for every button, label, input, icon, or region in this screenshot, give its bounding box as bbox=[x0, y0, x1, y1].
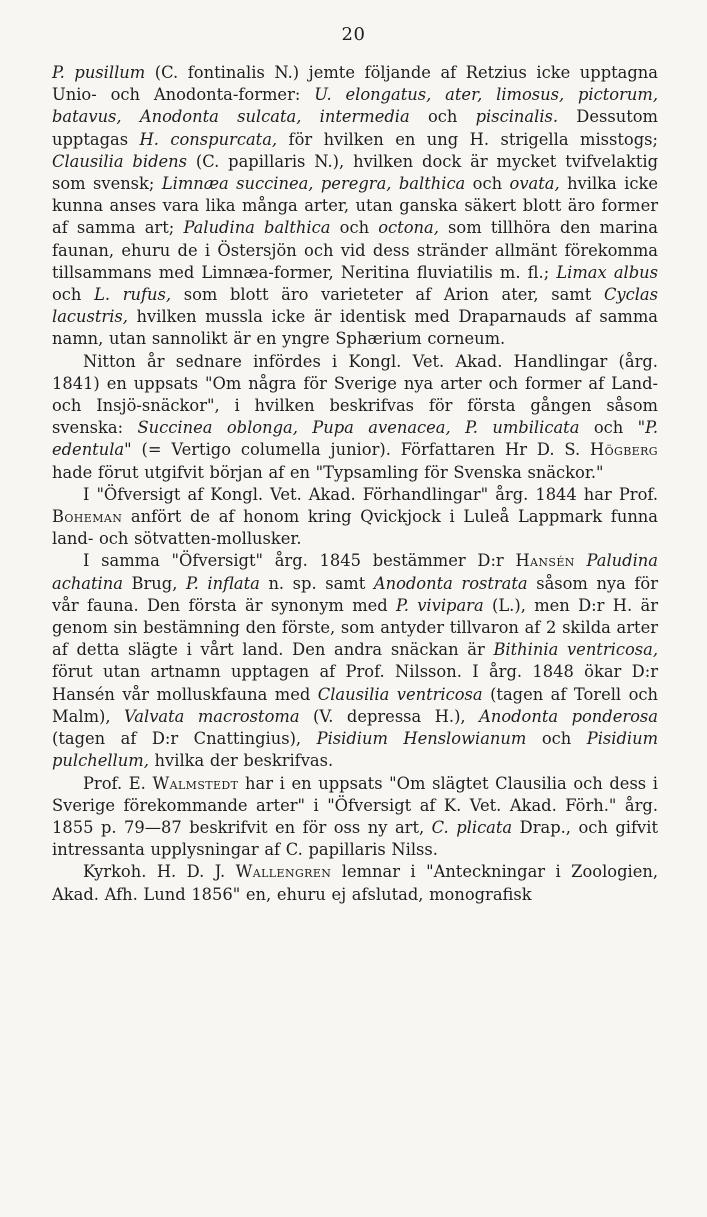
text-run: och bbox=[330, 218, 379, 238]
text-run: Brug, bbox=[122, 573, 186, 593]
text-run: anfört de af honom kring Qvickjock i Luleå Lappmark funna land- och sötvatten-mollusker. bbox=[52, 507, 658, 549]
taxon-name: Clausilia bidens bbox=[52, 151, 187, 171]
text-run: hvilken mussla icke är identisk med Draparnauds af samma namn, utan sannolikt är en yngre Sphærium corneum. bbox=[52, 307, 658, 349]
text-run: hvilka der beskrifvas. bbox=[148, 751, 334, 771]
text-run: Prof. E. bbox=[82, 773, 153, 793]
text-run: (V. depressa H.), bbox=[299, 706, 480, 726]
author-name: Högberg bbox=[590, 440, 658, 460]
taxon-name: P. inflata bbox=[185, 573, 260, 593]
text-run: (tagen af Torell och Malm), bbox=[52, 684, 659, 726]
taxon-name: Limax albus bbox=[556, 262, 659, 282]
text-run: och bbox=[409, 107, 476, 127]
taxon-name: Anodonta rostrata bbox=[373, 573, 528, 593]
taxon-name: Succinea oblonga, Pupa avenacea, P. umbilicata bbox=[137, 418, 580, 438]
taxon-name: Anodonta ponderosa bbox=[479, 706, 658, 726]
paragraph bbox=[52, 861, 658, 905]
paragraph bbox=[52, 62, 658, 351]
text-run: (C. papillaris N.), hvilken dock är mycket tvifvelaktig som svensk; bbox=[52, 151, 658, 194]
paragraph bbox=[52, 484, 658, 551]
text-run: I samma "Öfversigt" årg. 1845 bestämmer D:r bbox=[82, 551, 516, 571]
paragraph bbox=[52, 550, 658, 772]
taxon-name: octona, bbox=[378, 218, 439, 238]
text-run: har i en uppsats "Om slägtet Clausilia och dess i Sverige förekommande arter" i "Öfversigt af K. Vet. Akad. Förh." årg. 1855 p. 79—87 beskrifvit en för oss ny art, bbox=[52, 773, 658, 837]
text-run: (L.), men D:r H. är genom sin bestämning den förste, som antyder tillvaron af 2 skilda arter af detta slägte i vårt land. Den andra snäckan är bbox=[52, 595, 658, 660]
text-run: (C. fontinalis N.) jemte följande af Retzius icke upptagna Unio- och Anodonta-former: bbox=[52, 63, 658, 105]
taxon-name: Limnæa succinea, peregra, balthica bbox=[161, 174, 466, 194]
text-run: som blott äro varieteter af Arion ater, samt bbox=[171, 285, 604, 305]
text-run: och bbox=[526, 729, 587, 749]
taxon-name: Clausilia ventricosa bbox=[317, 684, 483, 704]
taxon-name: piscinalis. bbox=[475, 107, 559, 127]
taxon-name: Bithinia ventricosa, bbox=[493, 640, 658, 660]
text-run: (= Vertigo columella junior). Författaren Hr D. S. bbox=[131, 440, 590, 460]
text-run: Drap., och gifvit intressanta upplysningar af C. papillaris Nilss. bbox=[52, 817, 658, 860]
paragraph bbox=[52, 773, 658, 862]
taxon-name: Pisidium pulchellum, bbox=[52, 729, 659, 771]
text-run: (tagen af D:r Cnattingius), bbox=[52, 729, 317, 749]
taxon-name: H. conspurcata, bbox=[139, 129, 278, 149]
text-run: och bbox=[579, 418, 638, 438]
page-number: 20 bbox=[341, 24, 366, 45]
author-name: Boheman bbox=[52, 507, 123, 527]
author-name: Hansén bbox=[515, 551, 575, 571]
taxon-name: Paludina achatina bbox=[52, 551, 658, 593]
text-run: som tillhöra den marina faunan, ehuru de i Östersjön och vid dess stränder allmänt förekomma tillsammans med Limnæa-former, Neritina fluviatilis m. fl.; bbox=[52, 218, 658, 282]
text-run: Nitton år sednare infördes i Kongl. Vet. Akad. Handlingar (årg. 1841) en uppsats "Om några för Sverige nya arter och former af Land- och Insjö-snäckor", i hvilken beskrifvas för första gången såsom svenska: bbox=[52, 351, 658, 438]
taxon-name: P. vivipara bbox=[396, 595, 484, 615]
text-run: såsom nya för vår fauna. Den första är synonym med bbox=[52, 573, 659, 615]
text-run: och bbox=[52, 285, 95, 305]
taxon-name: "P. edentula" bbox=[52, 418, 658, 460]
text-run: för hvilken en ung H. strigella misstogs; bbox=[277, 129, 658, 149]
text-run: Dessutom upptagas bbox=[52, 107, 658, 149]
text-run: förut utan artnamn upptagen af Prof. Nilsson. I årg. 1848 ökar D:r Hansén vår molluskfauna med bbox=[52, 662, 658, 704]
taxon-name: Cyclas lacustris, bbox=[52, 285, 658, 327]
text-run: hade förut utgifvit början af en "Typsamling för Svenska snäckor." bbox=[52, 462, 604, 482]
taxon-name: Pisidium Henslowianum bbox=[316, 729, 527, 749]
taxon-name: Paludina balthica bbox=[183, 218, 331, 238]
taxon-name: C. plicata bbox=[431, 817, 513, 837]
text-run: Kyrkoh. H. D. J. bbox=[82, 862, 236, 882]
text-run: hvilka icke kunna anses vara lika många arter, utan ganska säkert blott äro former af samma art; bbox=[52, 174, 658, 238]
taxon-name: U. elongatus, ater, limosus, pictorum, batavus, Anodonta sulcata, intermedia bbox=[52, 85, 658, 127]
taxon-name: P. pusillum bbox=[52, 63, 146, 82]
text-run: I "Öfversigt af Kongl. Vet. Akad. Förhandlingar" årg. 1844 har Prof. bbox=[82, 484, 658, 504]
text-run bbox=[575, 551, 587, 570]
text-run: och bbox=[465, 174, 510, 194]
paragraph bbox=[52, 351, 658, 484]
body-text bbox=[52, 62, 658, 906]
taxon-name: Valvata macrostoma bbox=[124, 706, 300, 726]
text-run: lemnar i "Anteckningar i Zoologien, Akad. Afh. Lund 1856" en, ehuru ej afslutad, monografisk bbox=[52, 862, 659, 904]
taxon-name: ovata, bbox=[509, 174, 560, 194]
author-name: Walmstedt bbox=[152, 773, 239, 793]
author-name: Wallengren bbox=[235, 862, 332, 882]
text-run: n. sp. samt bbox=[259, 573, 374, 593]
taxon-name: L. rufus, bbox=[94, 285, 172, 305]
